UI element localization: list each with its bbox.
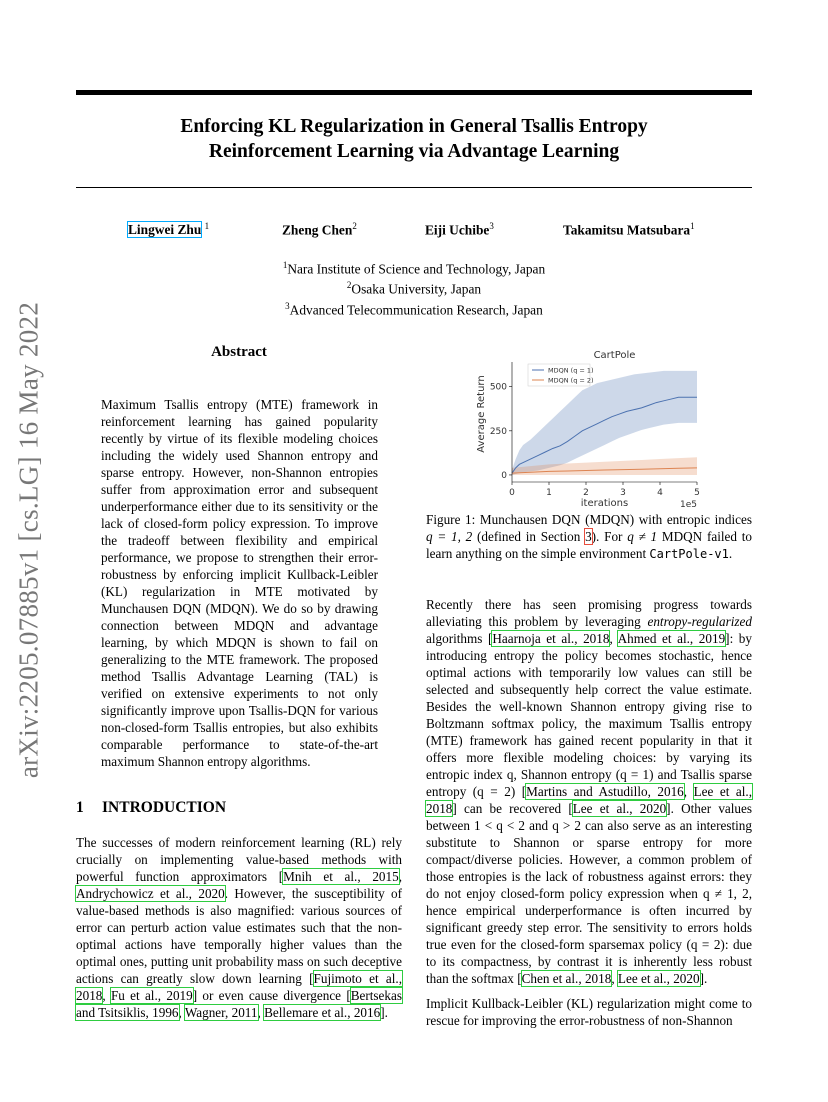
citation-link[interactable]: Lee et al., 2020 [617,971,700,986]
section-heading [76,799,226,817]
y-tick-label: 0 [501,470,507,481]
citation-link[interactable]: Chen et al., 2018 [521,971,612,986]
citation-link[interactable]: Lee et al., 2020 [572,801,667,816]
author-1-sup: 1 [204,221,210,231]
legend-label-2: MDQN (q = 2) [548,376,594,385]
intro-left-paragraph: The successes of modern reinforcement learning (RL) rely crucially on implementing value-based methods with powerful function approximators [Mnih et al., 2015, Andrychowicz et al., 2020. However, the susceptibility of value-based methods is also magnified: various sources of error can perturb action value estimates such that the non-optimal actions have temporally higher values than the optimal ones, putting unit probability mass on such deceptive actions can greatly slow down learning [Fujimoto et al., 2018, Fu et al., 2019] or even cause divergence [Bertsekas and Tsitsiklis, 1996, Wagner, 2011, Bellemare et al., 2016]. [76,835,403,1020]
affiliation-3: $^3$Advanced Telecommunication Research, Japan [285,300,543,318]
section-ref-link[interactable]: 3 [585,529,592,544]
abstract-body: Maximum Tsallis entropy (MTE) framework in reinforcement learning has gained popularity recently by virtue of its flexible modeling choices including the widely used Shannon entropy and sparse entropy. However, non-Shannon entropies suffer from approximation error and subsequent underperformance either due to its sensitivity or the lack of closed-form policy expression. To improve the tradeoff between flexibility and empirical performance, we propose to strengthen their error-robustness by enforcing implicit Kullback-Leibler (KL) regularization in MTE motivated by Munchausen DQN (MDQN). We do so by drawing connection between MDQN and advantage learning, by which MDQN is shown to fail on generalizing to the MTE framework. The proposed method Tsallis Advantage Learning (TAL) is verified on extensive experiments to not only significantly improve upon Tsallis-DQN for various non-closed-form Tsallis entropies, but also exhibits comparable performance to state-of-the-art maximum Shannon entropy algorithms. [101,397,378,769]
author-4 [563,221,695,238]
paper-title: Enforcing KL Regularization in General Tsallis Entropy Reinforcement Learning via Advantage Learning [180,116,648,162]
intro-right-paragraph-1: Recently there has seen promising progress towards alleviating this problem by leveraging entropy-regularized algorithms [Haarnoja et al., 2018, Ahmed et al., 2019]: by introducing entropy the policy becomes stochastic, hence optimal actions with temporarily low values can still be selected and subsequently help correct the value estimate. Besides the well-known Shannon entropy giving rise to Boltzmann softmax policy, the maximum Tsallis entropy (MTE) framework has gained recent popularity in that it offers more flexible modeling choices: by varying its entropic index q, Shannon entropy (q = 1) and Tsallis sparse entropy (q = 2) [Martins and Astudillo, 2016, Lee et al., 2018] can be recovered [Lee et al., 2020]. Other values between 1 < q < 2 and q > 2 can also serve as an interesting substitute to Shannon or sparse entropy for more compact/diverse policies. However, a common problem of those entropies is the lack of robustness against errors: they do not enjoy closed-form policy expression when q ≠ 1, 2, hence empirical underperformance is often incurred by significant greedy step error. The sensitivity to errors holds true even for the closed-form sparsemax policy (q = 2): due to its compactness, by contrast it is inherently less robust than the softmax [Chen et al., 2018, Lee et al., 2020]. [426,597,753,986]
author-1-name[interactable]: Lingwei Zhu [128,222,202,238]
affiliations [76,257,752,318]
abstract-heading: Abstract [211,344,267,360]
citation-link[interactable]: Fujimoto et al., 2018 [76,971,402,1003]
citation-link[interactable]: Andrychowicz et al., 2020 [76,886,225,901]
citation-link[interactable]: Mnih et al., 2015 [283,869,399,884]
citation-link[interactable]: Wagner, 2011 [184,1005,258,1020]
citation-link[interactable]: Fu et al., 2019 [110,988,193,1003]
section-title: INTRODUCTION [102,799,227,816]
citation-link[interactable]: Ahmed et al., 2019 [617,631,726,646]
author-2-sup: 2 [352,221,357,231]
author-3-sup: 3 [489,221,494,231]
x-tick-label: 1 [546,488,552,498]
author-2-name: Zheng Chen [282,222,353,238]
citation-link[interactable]: Lee et al., 2018 [426,784,753,816]
citation-link[interactable]: Haarnoja et al., 2018 [492,631,610,646]
intro-right-column [426,596,752,1037]
legend-label-1: MDQN (q = 1) [548,366,594,375]
x-scale-label: 1e5 [680,500,697,510]
citation-link[interactable]: Martins and Astudillo, 2016 [526,784,684,799]
section-number: 1 [76,799,84,816]
author-4-sup: 1 [690,221,695,231]
x-tick-label: 5 [694,488,700,498]
chart-title: CartPole [593,350,636,361]
x-tick-label: 2 [583,488,589,498]
title-bottom-rule [76,187,752,188]
affiliation-2: $^2$Osaka University, Japan [346,280,482,297]
intro-right-paragraph-2: Implicit Kullback-Leibler (KL) regularization might come to rescue for improving the error-robustness of non-Shannon [426,996,752,1028]
affiliation-1: $^1$Nara Institute of Science and Technology, Japan [282,260,546,277]
y-tick-label: 250 [489,426,507,437]
figure-1-caption: Figure 1: Munchausen DQN (MDQN) with entropic indices q = 1, 2 (defined in Section 3). For q ≠ 1 MDQN failed to learn anything on the simple environment CartPole-v1. [426,512,752,561]
author-3-name: Eiji Uchibe [425,222,490,238]
y-axis-label: Average Return [476,375,487,453]
author-1[interactable] [128,221,209,238]
x-tick-label: 4 [657,488,663,498]
cartpole-chart [474,344,736,510]
citation-link[interactable]: Bertsekas and Tsitsiklis, 1996 [76,988,402,1020]
x-tick-label: 0 [509,488,515,498]
author-4-name: Takamitsu Matsubara [563,222,691,238]
arxiv-identifier[interactable]: arXiv:2205.07885v1 [cs.LG] 16 May 2022 [13,301,44,779]
x-axis-label: iterations [580,498,629,509]
x-tick-label: 3 [620,488,626,498]
citation-link[interactable]: Bellemare et al., 2016 [264,1005,381,1020]
top-thick-rule [76,90,752,95]
author-2 [282,221,357,238]
y-tick-label: 500 [489,382,507,393]
author-3 [425,221,494,238]
